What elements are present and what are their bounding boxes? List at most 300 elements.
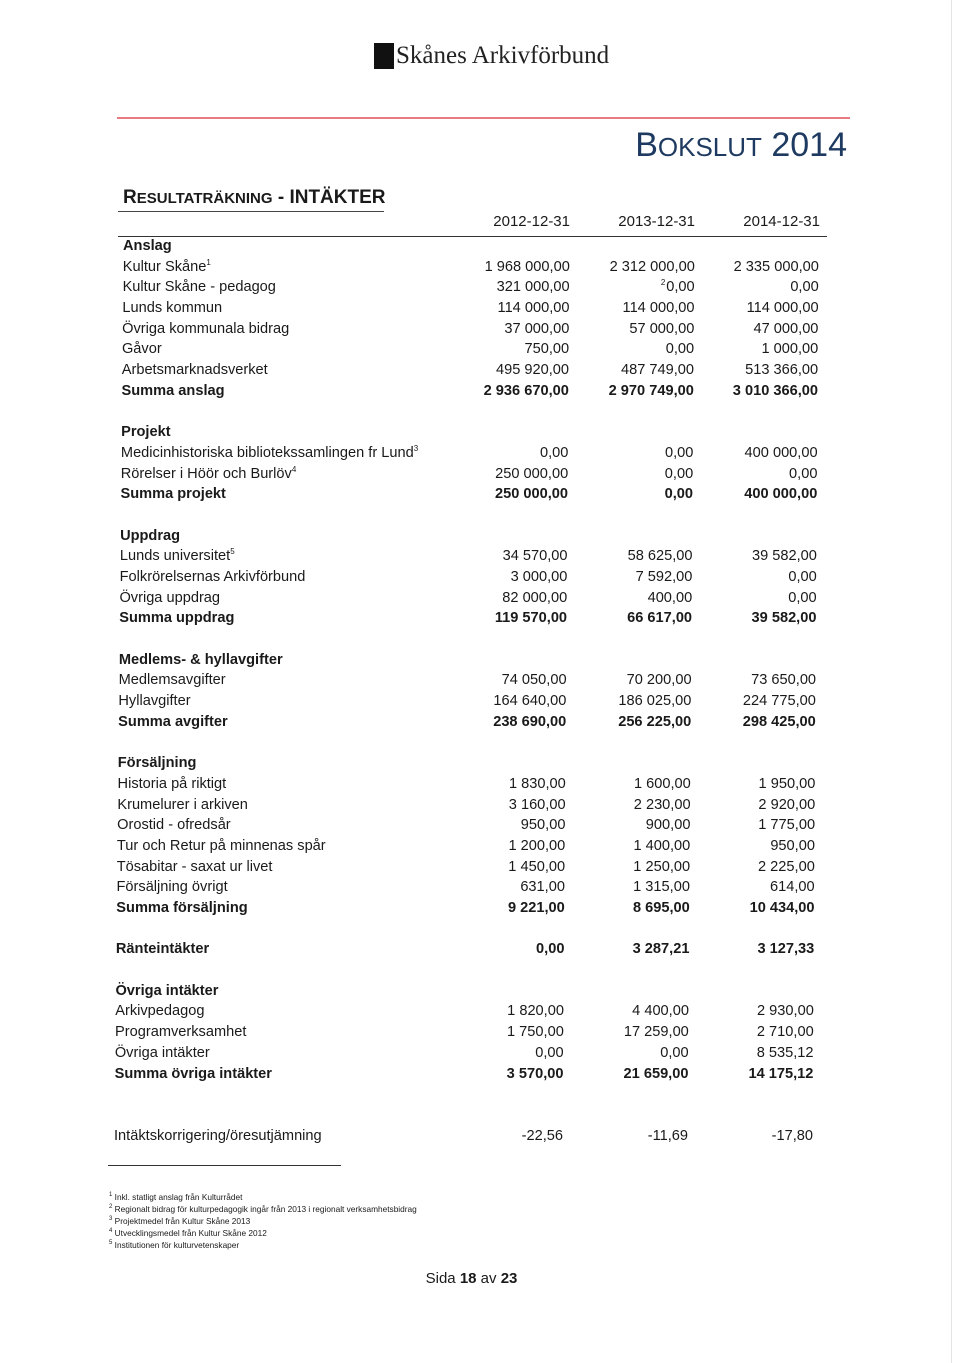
- row-label: [114, 1126, 322, 1147]
- section-title-underline: [118, 211, 384, 212]
- cell-value: 631,00: [520, 879, 565, 896]
- section-title: [123, 187, 386, 209]
- cell-2014: [707, 546, 817, 567]
- header-divider: [117, 117, 850, 119]
- row-label-text: Arkivpedagog: [115, 1003, 205, 1020]
- group-heading: [121, 422, 170, 443]
- cell-value: 0,00: [789, 465, 818, 482]
- table-row-22: [0, 691, 960, 712]
- row-label: [120, 484, 225, 505]
- cell-value: 400 000,00: [744, 444, 818, 461]
- cell-2012: [454, 1022, 564, 1043]
- cell-value: 238 690,00: [493, 713, 567, 730]
- table-row-32: [0, 898, 960, 919]
- row-label-text: Summa försäljning: [116, 900, 248, 916]
- cell-value: 7 592,00: [635, 569, 693, 585]
- cell-2014: [708, 319, 818, 340]
- row-label: [119, 608, 234, 629]
- row-label: [117, 815, 231, 836]
- cell-2013: [585, 277, 695, 300]
- report-title-year: 2014: [771, 126, 847, 164]
- row-label-text: Programverksamhet: [115, 1024, 247, 1041]
- row-label-text: Lunds kommun: [122, 300, 223, 317]
- table-row-3: [0, 298, 960, 319]
- footnote-number: 1: [109, 1192, 113, 1199]
- cell-value: 1 450,00: [508, 858, 566, 875]
- cell-value: 57 000,00: [629, 320, 695, 337]
- page-prefix: Sida: [425, 1270, 460, 1287]
- cell-2014: [704, 939, 814, 960]
- row-label: [122, 339, 162, 360]
- cell-2012: [454, 939, 564, 960]
- cell-2012: [456, 774, 566, 795]
- cell-2013: [584, 360, 694, 381]
- cell-2013: [578, 1126, 688, 1147]
- cell-value: 10 434,00: [749, 900, 815, 916]
- cell-value: 3 160,00: [508, 796, 566, 813]
- cell-2012: [455, 857, 565, 878]
- table-row-36: [0, 981, 960, 1002]
- row-label-text: Tösabitar - saxat ur livet: [116, 858, 273, 875]
- cell-value: 0,00: [660, 1044, 689, 1061]
- cell-2013: [579, 1022, 689, 1043]
- table-row-24: [0, 733, 960, 754]
- row-label: [117, 877, 228, 898]
- cell-2014: [704, 1043, 814, 1064]
- cell-value: 0,00: [535, 1044, 564, 1061]
- cell-2012: [459, 339, 569, 360]
- footnote-5: [109, 1239, 417, 1251]
- cell-2012: [457, 567, 567, 588]
- cell-value: 2 936 670,00: [483, 382, 569, 399]
- row-label: [122, 319, 289, 340]
- cell-2014: [703, 1126, 813, 1147]
- cell-value: 9 221,00: [507, 900, 565, 916]
- page-middle: av: [476, 1270, 501, 1287]
- row-label: [122, 360, 268, 381]
- cell-value: 3 570,00: [506, 1065, 564, 1082]
- cell-value: 1 750,00: [507, 1024, 564, 1041]
- cell-value: 3 010 366,00: [732, 382, 819, 399]
- footnote-number: 3: [109, 1216, 113, 1223]
- cell-value: 1 820,00: [507, 1003, 564, 1020]
- table-row-14: [0, 526, 960, 547]
- cell-value: 0,00: [664, 465, 694, 482]
- table-row-17: [0, 588, 960, 609]
- cell-value: 3 287,21: [632, 941, 690, 958]
- cell-value: 74 050,00: [501, 672, 567, 689]
- row-label-text: Ränteintäkter: [115, 941, 210, 958]
- cell-value: 34 570,00: [502, 548, 568, 565]
- cell-2012: [455, 877, 565, 898]
- table-row-15: [0, 546, 960, 567]
- row-label: [121, 464, 297, 485]
- cell-value: 250 000,00: [495, 465, 569, 482]
- row-label: [115, 1064, 272, 1085]
- cell-2014: [707, 484, 817, 505]
- cell-2013: [580, 836, 690, 857]
- row-label-text: Arbetsmarknadsverket: [121, 362, 268, 379]
- row-label-text: Övriga kommunala bidrag: [122, 320, 290, 337]
- cell-2014: [704, 1001, 814, 1022]
- scan-edge: [951, 0, 952, 1363]
- row-label-text: Summa övriga intäkter: [114, 1065, 272, 1082]
- cell-2014: [707, 464, 817, 485]
- table-row-2: [0, 277, 960, 298]
- cell-value: 224 775,00: [742, 693, 816, 710]
- cell-value: 3 127,33: [757, 941, 815, 958]
- cell-value: 119 570,00: [494, 610, 568, 627]
- row-label: [120, 567, 306, 588]
- table-row-35: [0, 960, 960, 981]
- row-label-text: Uppdrag: [120, 527, 181, 544]
- table-row-16: [0, 567, 960, 588]
- table-row-7: [0, 381, 960, 402]
- cell-2013: [582, 608, 692, 629]
- cell-value: -17,80: [771, 1127, 813, 1144]
- cell-value: 750,00: [524, 341, 570, 358]
- column-header-2012: 2012-12-31: [493, 213, 570, 230]
- cell-2012: [455, 898, 565, 919]
- cell-2013: [578, 1064, 688, 1085]
- cell-value: 186 025,00: [618, 693, 692, 710]
- row-label-text: Lunds universitet: [119, 548, 231, 565]
- cell-value: 17 259,00: [623, 1024, 689, 1041]
- row-label-text: Summa avgifter: [118, 713, 228, 730]
- table-row-10: [0, 443, 960, 464]
- cell-2012: [459, 381, 569, 402]
- row-label: [122, 298, 222, 319]
- cell-2014: [709, 298, 819, 319]
- cell-2012: [457, 670, 567, 691]
- row-label-text: Kultur Skåne: [122, 258, 207, 275]
- report-title-prefix: B: [635, 126, 658, 164]
- row-label-text: Medlems- & hyllavgifter: [118, 651, 283, 668]
- cell-2013: [579, 1001, 689, 1022]
- cell-2012: [460, 257, 570, 278]
- cell-2012: [459, 360, 569, 381]
- row-label-text: Försäljning övrigt: [116, 879, 228, 896]
- row-label-text: Orostid - ofredsår: [117, 817, 231, 834]
- row-label-text: Medlemsavgifter: [118, 672, 226, 689]
- row-label: [115, 1043, 210, 1064]
- cell-value: 82 000,00: [502, 589, 568, 606]
- footnote-2: [109, 1203, 417, 1215]
- group-heading: [118, 753, 197, 774]
- column-header-2013: 2013-12-31: [618, 213, 695, 230]
- table-row-38: [0, 1022, 960, 1043]
- cell-value: 8 695,00: [632, 900, 690, 916]
- cell-value: 3 000,00: [510, 569, 568, 585]
- cell-value: 0,00: [665, 341, 695, 358]
- cell-2013: [580, 898, 690, 919]
- cell-value: 47 000,00: [753, 320, 819, 337]
- row-label: [118, 691, 190, 712]
- footnote-marker: 4: [291, 464, 297, 474]
- cell-value: 2 335 000,00: [733, 258, 819, 275]
- table-row-23: [0, 712, 960, 733]
- cell-value: 2 312 000,00: [609, 258, 695, 275]
- cell-2014: [703, 1064, 813, 1085]
- cell-2012: [458, 484, 568, 505]
- cell-2013: [583, 546, 693, 567]
- footnote-4: [109, 1227, 417, 1239]
- cell-2012: [453, 1126, 563, 1147]
- cell-value: 1 000,00: [761, 341, 819, 358]
- income-table: [0, 236, 960, 1146]
- cell-value: -22,56: [521, 1127, 563, 1144]
- cell-2014: [709, 257, 819, 278]
- footnote-text: Projektmedel från Kultur Skåne 2013: [114, 1216, 251, 1226]
- page-current: 18: [459, 1270, 477, 1287]
- cell-2014: [705, 774, 815, 795]
- footnote-marker: 1: [206, 257, 211, 267]
- cell-2014: [709, 277, 819, 298]
- table-row-1: [0, 257, 960, 278]
- footnote-text: Regionalt bidrag för kulturpedagogik ingår från 2013 i regionalt verksamhetsbidrag: [114, 1204, 417, 1214]
- row-label-text: Krumelurer i arkiven: [117, 796, 248, 813]
- cell-2014: [708, 381, 818, 402]
- cell-value: 298 425,00: [742, 713, 816, 730]
- row-label: [119, 670, 226, 691]
- cell-2013: [583, 464, 693, 485]
- group-heading: [123, 236, 172, 257]
- cell-2014: [705, 815, 815, 836]
- cell-value: 0,00: [788, 589, 817, 606]
- cell-2012: [458, 443, 568, 464]
- page-total: 23: [500, 1270, 518, 1287]
- cell-value: 256 225,00: [618, 713, 692, 730]
- cell-2014: [706, 712, 816, 733]
- cell-value: 73 650,00: [751, 672, 817, 689]
- table-row-8: [0, 402, 960, 423]
- row-label: [123, 277, 276, 298]
- cell-value: 1 968 000,00: [484, 258, 570, 275]
- cell-2013: [585, 257, 695, 278]
- row-label-text: Intäktskorrigering/öresutjämning: [114, 1127, 322, 1144]
- table-row-33: [0, 919, 960, 940]
- cell-2012: [460, 277, 570, 298]
- table-row-34: [0, 939, 960, 960]
- cell-2014: [708, 360, 818, 381]
- cell-value: 1 315,00: [633, 879, 690, 896]
- row-label: [123, 257, 211, 278]
- row-label-text: Historia på riktigt: [117, 775, 227, 792]
- cell-2014: [705, 795, 815, 816]
- cell-2012: [457, 588, 567, 609]
- page-number: [0, 1270, 943, 1287]
- cell-2012: [458, 464, 568, 485]
- cell-value: 164 640,00: [493, 693, 567, 710]
- cell-value: 4 400,00: [632, 1003, 689, 1020]
- cell-value: 1 600,00: [633, 775, 691, 792]
- cell-2012: [460, 298, 570, 319]
- cell-value: 2 930,00: [757, 1003, 814, 1020]
- cell-value: 950,00: [770, 837, 815, 854]
- cell-value: 0,00: [788, 569, 817, 585]
- cell-2013: [583, 484, 693, 505]
- row-label-text: Kultur Skåne - pedagog: [122, 279, 276, 296]
- footnote-text: Utvecklingsmedel från Kultur Skåne 2012: [114, 1228, 267, 1238]
- cell-value: 2 970 749,00: [608, 382, 694, 399]
- table-row-26: [0, 774, 960, 795]
- row-label: [118, 774, 227, 795]
- cell-value: 70 200,00: [626, 672, 692, 689]
- row-label: [116, 939, 209, 960]
- footnote-marker: 5: [230, 547, 235, 557]
- cell-value: 21 659,00: [623, 1065, 689, 1082]
- cell-value: 2 710,00: [756, 1024, 814, 1041]
- cell-2014: [707, 567, 817, 588]
- cell-value: 114 000,00: [497, 300, 570, 317]
- cell-2012: [456, 712, 566, 733]
- table-row-31: [0, 877, 960, 898]
- cell-value: 14 175,12: [748, 1065, 814, 1082]
- cell-value: 0,00: [666, 279, 695, 296]
- cell-2014: [708, 339, 818, 360]
- cell-2013: [579, 1043, 689, 1064]
- cell-2013: [580, 877, 690, 898]
- cell-2013: [582, 670, 692, 691]
- table-row-6: [0, 360, 960, 381]
- cell-2014: [707, 588, 817, 609]
- cell-value: 513 366,00: [745, 362, 819, 379]
- table-row-29: [0, 836, 960, 857]
- row-label: [118, 712, 228, 733]
- row-label-text: Hyllavgifter: [118, 693, 191, 710]
- row-label: [117, 836, 326, 857]
- cell-value: 0,00: [790, 279, 819, 296]
- table-row-25: [0, 753, 960, 774]
- footnote-3: [109, 1215, 417, 1227]
- table-row-40: [0, 1064, 960, 1085]
- report-title-smallcaps: OKSLUT: [657, 132, 762, 162]
- cell-value: 900,00: [645, 817, 691, 834]
- table-row-5: [0, 339, 960, 360]
- cell-2012: [455, 836, 565, 857]
- table-row-37: [0, 1001, 960, 1022]
- footnote-marker: 2: [660, 278, 666, 288]
- cell-2013: [584, 319, 694, 340]
- cell-2013: [583, 443, 693, 464]
- cell-value: 400 000,00: [744, 486, 818, 503]
- row-label-text: Övriga intäkter: [115, 982, 219, 999]
- cell-2012: [453, 1064, 563, 1085]
- footnote-number: 5: [109, 1240, 113, 1247]
- cell-value: -11,69: [647, 1127, 688, 1144]
- row-label: [117, 857, 273, 878]
- row-label-text: Medicinhistoriska bibliotekssamlingen fr Lund: [120, 444, 414, 461]
- group-heading: [119, 650, 283, 671]
- row-label: [115, 1001, 204, 1022]
- cell-value: 114 000,00: [746, 300, 819, 317]
- cell-value: 39 582,00: [751, 548, 817, 565]
- row-label: [122, 381, 225, 402]
- cell-value: 2 230,00: [633, 796, 691, 813]
- cell-2012: [458, 546, 568, 567]
- cell-2014: [705, 898, 815, 919]
- row-label-text: Summa anslag: [121, 382, 225, 399]
- footnote-divider: [108, 1165, 341, 1166]
- cell-2013: [581, 691, 691, 712]
- row-label-text: Gåvor: [121, 341, 162, 358]
- cell-value: 495 920,00: [495, 362, 570, 379]
- cell-2014: [708, 443, 818, 464]
- org-logo: [374, 43, 609, 69]
- cell-2013: [580, 815, 690, 836]
- table-row-39: [0, 1043, 960, 1064]
- table-row-9: [0, 422, 960, 443]
- row-label: [121, 443, 418, 464]
- footnotes: [109, 1191, 417, 1251]
- group-heading: [115, 981, 218, 1002]
- table-row-19: [0, 629, 960, 650]
- group-heading: [120, 526, 180, 547]
- table-row-12: [0, 484, 960, 505]
- column-header-2014: 2014-12-31: [743, 213, 820, 230]
- cell-value: 1 830,00: [508, 775, 566, 792]
- report-title: [635, 126, 847, 165]
- cell-2014: [706, 670, 816, 691]
- table-row-18: [0, 608, 960, 629]
- table-row-20: [0, 650, 960, 671]
- cell-2014: [706, 691, 816, 712]
- cell-value: 614,00: [770, 879, 815, 896]
- row-label-text: Folkrörelsernas Arkivförbund: [119, 569, 306, 585]
- row-label: [117, 795, 248, 816]
- table-row-28: [0, 815, 960, 836]
- row-label-text: Övriga intäkter: [114, 1044, 210, 1061]
- cell-value: 1 775,00: [758, 817, 816, 834]
- cell-value: 250 000,00: [494, 486, 569, 503]
- cell-value: 1 950,00: [758, 775, 816, 792]
- cell-value: 2 225,00: [758, 858, 815, 875]
- logo-mark-icon: [374, 43, 394, 69]
- footnote-number: 4: [109, 1228, 113, 1235]
- table-row-43: [0, 1126, 960, 1147]
- section-title-prefix: R: [123, 187, 137, 208]
- cell-2013: [584, 339, 694, 360]
- cell-value: 2 920,00: [758, 796, 816, 813]
- table-row-21: [0, 670, 960, 691]
- table-row-13: [0, 505, 960, 526]
- table-row-4: [0, 319, 960, 340]
- cell-2013: [581, 795, 691, 816]
- row-label: [120, 546, 235, 567]
- section-title-smallcaps: ESULTATRÄKNING: [136, 190, 273, 207]
- cell-value: 321 000,00: [496, 279, 570, 296]
- cell-2014: [705, 857, 815, 878]
- cell-value: 400,00: [647, 589, 693, 606]
- org-name: Skånes Arkivförbund: [396, 42, 610, 69]
- row-label-text: Övriga uppdrag: [119, 589, 221, 606]
- footnote-marker: 3: [413, 444, 419, 454]
- cell-value: 1 400,00: [633, 837, 691, 854]
- table-row-27: [0, 795, 960, 816]
- cell-2012: [459, 319, 569, 340]
- cell-2012: [456, 795, 566, 816]
- row-label-text: Anslag: [123, 238, 172, 254]
- table-row-41: [0, 1084, 960, 1105]
- cell-value: 58 625,00: [627, 548, 693, 565]
- row-label-text: Rörelser i Höör och Burlöv: [120, 465, 292, 482]
- table-row-30: [0, 857, 960, 878]
- cell-value: 0,00: [539, 444, 569, 461]
- cell-value: 8 535,12: [756, 1044, 814, 1061]
- cell-2013: [585, 298, 695, 319]
- cell-2013: [582, 567, 692, 588]
- cell-2013: [579, 939, 689, 960]
